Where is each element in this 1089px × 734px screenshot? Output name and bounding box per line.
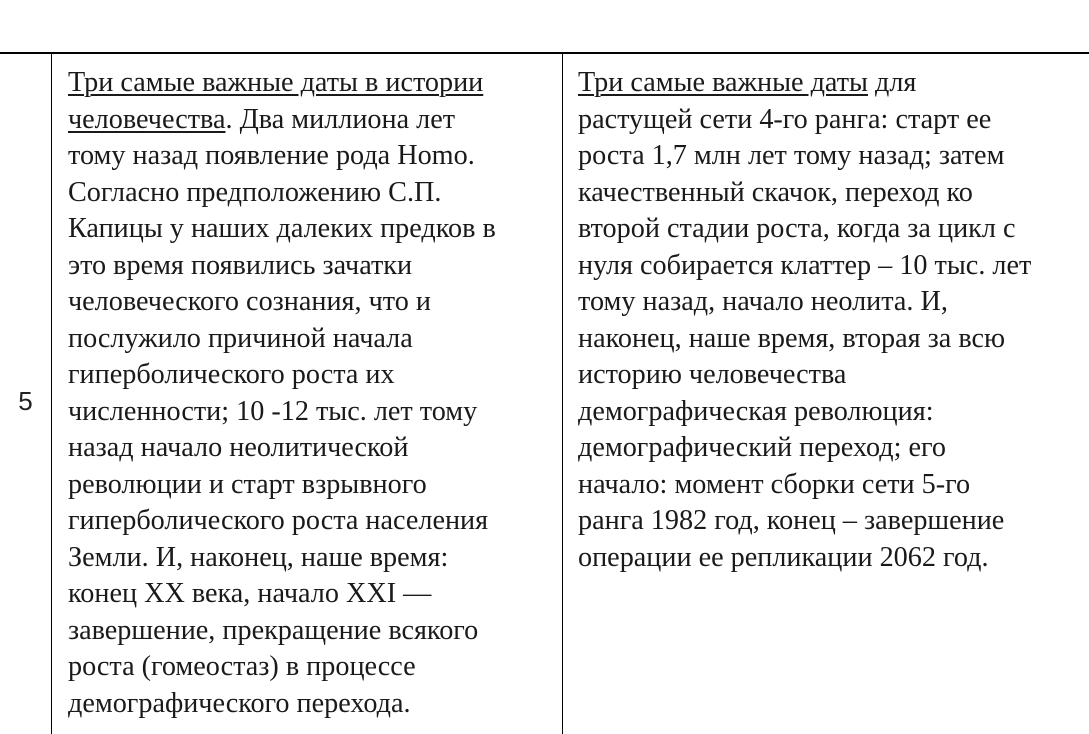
- left-text-segment: человеческого сознания, что и: [68, 286, 431, 317]
- left-text-segment: конец XX века, начало XXI —: [68, 578, 432, 609]
- left-text-segment: революции и старт взрывного: [68, 468, 427, 500]
- left-text-line: [68, 467, 496, 504]
- right-text-line: [578, 540, 1031, 577]
- right-text-segment: демографическая революция:: [578, 395, 934, 427]
- right-text-line: [578, 430, 1031, 467]
- right-text-segment: начало: момент сборки сети 5-го: [578, 468, 971, 500]
- left-text-segment: роста (гомеостаз) в процессе: [68, 651, 416, 682]
- left-text-line: [68, 211, 496, 248]
- left-underlined-text: человечества: [68, 103, 226, 135]
- right-text-line: [578, 138, 1031, 175]
- left-text-line: [68, 686, 496, 723]
- left-text-line: [68, 540, 496, 577]
- left-text-segment: гиперболического роста их: [68, 359, 395, 390]
- right-paragraph: [578, 65, 1031, 576]
- left-text-line: [68, 430, 496, 467]
- right-text-segment: ранга 1982 год, конец – завершение: [578, 505, 1005, 536]
- right-text-line: [578, 394, 1031, 431]
- right-text-segment: наконец, наше время, вторая за всю: [578, 322, 1006, 354]
- left-text-line: [68, 284, 496, 321]
- left-text-segment: гиперболического роста населения: [68, 505, 489, 536]
- right-text-line: [578, 211, 1031, 248]
- left-text-line: [68, 175, 496, 212]
- left-text-line: [68, 613, 496, 650]
- left-text-line: [68, 138, 496, 175]
- left-text-line: [68, 394, 496, 431]
- left-text-segment: численности; 10 -12 тыс. лет тому: [68, 395, 478, 427]
- right-text-line: [578, 175, 1031, 212]
- left-text-segment: демографического перехода.: [68, 687, 411, 719]
- row-number: 5: [18, 385, 33, 416]
- comparison-table: [0, 52, 1089, 734]
- right-text-segment: нуля собирается клаттер – 10 тыс. лет: [578, 249, 1032, 281]
- left-text-line: [68, 576, 496, 613]
- right-text-line: [578, 467, 1031, 504]
- left-text-segment: Согласно предположению С.П.: [68, 176, 442, 208]
- left-text-segment: Капицы у наших далеких предков в: [68, 213, 496, 244]
- left-text-line: [68, 357, 496, 394]
- right-text-segment: растущей сети 4-го ранга: старт ее: [578, 103, 992, 135]
- left-text-segment: . Два миллиона лет: [225, 103, 456, 135]
- left-text-line: [68, 321, 496, 358]
- right-text-segment: качественный скачок, переход ко: [578, 176, 973, 208]
- left-text-line: [68, 649, 496, 686]
- row-number-cell: [0, 54, 52, 734]
- right-text-line: [578, 102, 1031, 139]
- left-text-segment: тому назад появление рода Homo.: [68, 140, 475, 171]
- right-text-segment: для: [867, 67, 917, 98]
- right-text-segment: второй стадии роста, когда за цикл с: [578, 213, 1016, 244]
- left-text-line: [68, 503, 496, 540]
- left-text-line: [68, 65, 496, 102]
- right-text-line: [578, 357, 1031, 394]
- left-text-segment: завершение, прекращение всякого: [68, 614, 479, 646]
- right-text-segment: роста 1,7 млн лет тому назад; затем: [578, 140, 1005, 171]
- left-text-segment: Земли. И, наконец, наше время:: [68, 541, 449, 573]
- left-paragraph: [68, 65, 496, 722]
- right-text-segment: демографический переход; его: [578, 432, 946, 463]
- left-text-cell: [52, 54, 563, 734]
- left-text-segment: это время появились зачатки: [68, 249, 413, 281]
- right-text-line: [578, 321, 1031, 358]
- right-text-line: [578, 65, 1031, 102]
- right-text-line: [578, 284, 1031, 321]
- right-underlined-text: Три самые важные даты: [578, 67, 868, 98]
- left-text-segment: назад начало неолитической: [68, 432, 409, 463]
- right-text-segment: операции ее репликации 2062 год.: [578, 541, 989, 573]
- right-text-cell: [563, 54, 1089, 734]
- right-text-segment: историю человечества: [578, 359, 847, 390]
- right-text-line: [578, 248, 1031, 285]
- left-text-line: [68, 248, 496, 285]
- right-text-segment: тому назад, начало неолита. И,: [578, 286, 948, 317]
- left-text-line: [68, 102, 496, 139]
- right-text-line: [578, 503, 1031, 540]
- left-text-segment: послужило причиной начала: [68, 322, 413, 354]
- left-underlined-text: Три самые важные даты в истории: [68, 67, 484, 98]
